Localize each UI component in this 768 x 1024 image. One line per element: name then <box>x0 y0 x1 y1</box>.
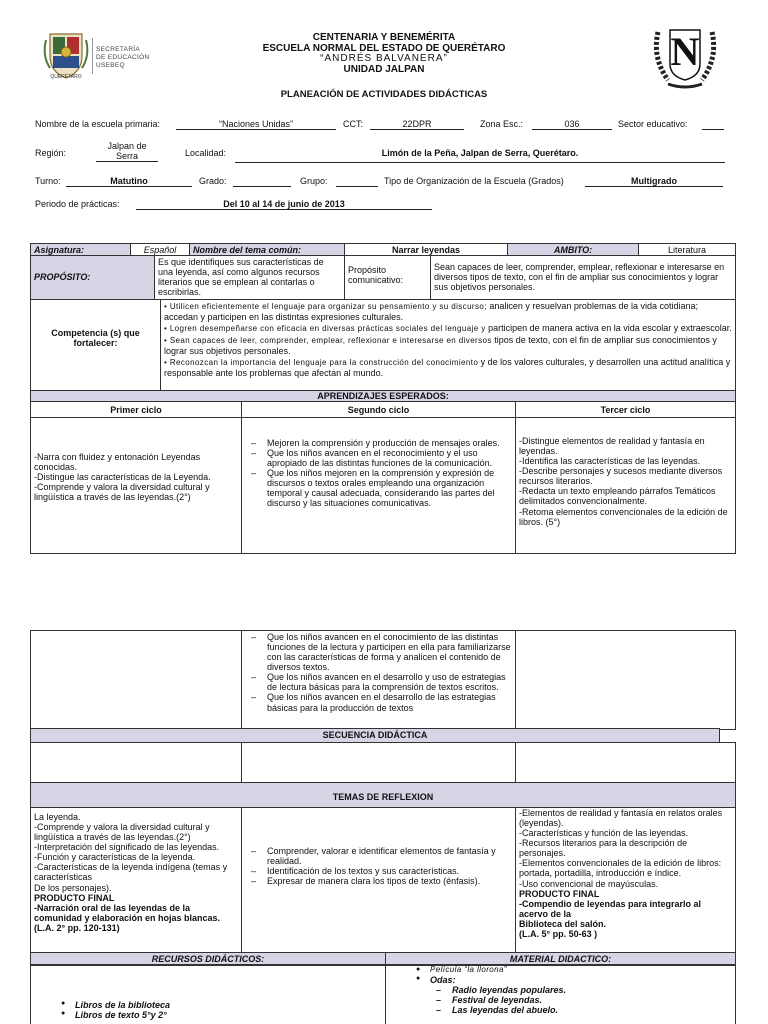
header-line-2: ESCUELA NORMAL DEL ESTADO DE QUERÉTARO <box>262 42 506 54</box>
list-item: – Las leyendas del abuelo. <box>430 1005 732 1015</box>
zona-field: 036 <box>532 119 612 130</box>
periodo-field: Del 10 al 14 de junio de 2013 <box>136 199 432 210</box>
page-title: PLANEACIÓN DE ACTIVIDADES DIDÁCTICAS <box>280 89 488 100</box>
escuela-field: “Naciones Unidas” <box>176 119 336 130</box>
cct-label: CCT: <box>343 119 363 129</box>
temas-tercer-ciclo: -Elementos de realidad y fantasía en relatos orales (leyendas). -Características y función de las leyendas. -Recursos literarios para la descripción de personajes. -Elementos convencionales de la edición de libros: portada, portadilla, introducción e índice. -Uso convencional de mayúsculas. PRODUCTO FINAL -Compendio de leyendas para integrarlo al acervo de la Biblioteca del salón. (L.A. 5° pp. 50-63 ) <box>515 807 736 966</box>
competencia-item: • Utilicen eficientemente el lenguaje para organizar su pensamiento y su discurso; analicen y resuelvan problemas de la vida cotidiana; accedan y participen en las distintas expresiones culturales. <box>164 301 699 322</box>
proposito-comunicativo-label: Propósito comunicativo: <box>344 255 431 300</box>
segundo-ciclo-list <box>241 417 516 554</box>
list-item: – Que los niños mejoren en la comprensión y expresión de discursos o textos orales empleando una organización temporal y causal adecuada, considerando las partes del discurso y las situaciones comunicativas. <box>245 468 512 508</box>
competencia-item: • Logren desempeñarse con eficacia en diversas prácticas sociales del lenguaje y participen de manera activa en la vida escolar y extraescolar. <box>164 323 732 334</box>
temas-reflexion-header: TEMAS DE REFLEXION <box>30 782 736 808</box>
tipo-field: Multigrado <box>585 176 723 187</box>
tercer-ciclo-cont <box>515 630 736 730</box>
asignatura-value: Español <box>130 243 190 256</box>
secuencia-cell-2 <box>241 742 516 783</box>
producto-final-1: PRODUCTO FINAL -Narración oral de las leyendas de la comunidad y elaboración en hojas blancas. (L.A. 2° pp. 120-131) <box>34 892 221 933</box>
material-list <box>385 964 736 1024</box>
tema-label: Nombre del tema común: <box>189 243 345 256</box>
ambito-value: Literatura <box>638 243 736 256</box>
tema-value: Narrar leyendas <box>344 243 508 256</box>
temas-primer-ciclo: La leyenda. -Comprende y valora la diversidad cultural y lingüística a través de las leyendas.(2°) -Interpretación del significado de las leyendas. -Función y características de la leyenda. -Características de la leyenda indígena (temas y características De los personajes). PRODUCTO FINAL -Narración oral de las leyendas de la comunidad y elaboración en hojas blancas. (L.A. 2° pp. 120-131) <box>30 807 242 966</box>
tercer-ciclo-text: -Distingue elementos de realidad y fantasía en leyendas. -Identifica las características de las leyendas. -Describe personajes y sucesos mediante diversos recursos literarios. -Redacta un texto empleando párrafos Temáticos delimitados convencionalmente. -Retoma elementos convencionales de la edición de libros. (5°) <box>515 417 736 554</box>
periodo-label: Periodo de prácticas: <box>35 199 120 209</box>
temas-segundo-ciclo <box>241 807 516 966</box>
aprendizajes-band: APRENDIZAJES ESPERADOS: <box>30 390 736 402</box>
proposito-text: Es que identifiques sus características de una leyenda, así como algunos recursos literarios que se emplean al contarlas o escribirlas. <box>154 255 345 300</box>
list-item: – Que los niños avancen en el reconocimiento y el uso apropiado de las distintas funciones de la comunicación. <box>245 448 512 468</box>
emblem-letter: N <box>670 29 700 74</box>
list-item: – Mejoren la comprensión y producción de mensajes orales. <box>245 438 512 448</box>
competencia-item: • Sean capaces de leer, comprender, emplear, reflexionar e interesarse en diversos tipos de texto, con el fin de ampliar sus conocimientos y lograr sus objetivos personales. <box>164 334 717 356</box>
recursos-list <box>30 964 386 1024</box>
material-header: MATERIAL DIDACTICO: <box>385 952 736 965</box>
proposito-label: PROPÓSITO: <box>30 255 155 300</box>
header-line-4: UNIDAD JALPAN <box>343 63 425 75</box>
ambito-label: AMBITO: <box>507 243 639 256</box>
list-item: – Comprender, valorar e identificar elementos de fantasía y realidad. <box>245 846 512 866</box>
list-item: ● Película “la llorona” <box>414 966 732 975</box>
grupo-field <box>336 176 378 187</box>
cct-field: 22DPR <box>370 119 464 130</box>
list-item: – Que los niños avancen en el desarrollo y uso de estrategias de lectura básicas para la comprensión de textos escritos. <box>245 672 512 692</box>
competencia-item: • Reconozcan la importancia del lenguaje para la construcción del conocimiento y de los valores culturales, y desarrollen una actitud analítica y responsable ante los problemas que afectan al mundo. <box>164 357 731 378</box>
list-item: – Festival de leyendas. <box>430 995 732 1005</box>
list-item: ● Libros de texto 5°y 2° <box>59 1010 382 1020</box>
tipo-label: Tipo de Organización de la Escuela (Grados) <box>384 176 564 186</box>
competencia-label: Competencia (s) que fortalecer: <box>30 299 161 391</box>
zona-label: Zona Esc.: <box>480 119 524 129</box>
escuela-label: Nombre de la escuela primaria: <box>35 119 161 129</box>
recursos-header: RECURSOS DIDÁCTICOS: <box>30 952 386 965</box>
region-label: Región: <box>35 148 67 158</box>
secuencia-band: SECUENCIA DIDÁCTICA <box>30 728 720 743</box>
region-field: Jalpan de Serra <box>96 141 158 162</box>
producto-final-3: PRODUCTO FINAL -Compendio de leyendas para integrarlo al acervo de la Biblioteca del salón. (L.A. 5° pp. 50-63 ) <box>519 888 702 939</box>
proposito-comunicativo-text: Sean capaces de leer, comprender, emplear, reflexionar e interesarse en diversos tipos de texto, con el fin de ampliar sus conocimientos y lograr sus objetivos personales. <box>430 255 736 300</box>
turno-label: Turno: <box>35 176 61 186</box>
ciclo3-header: Tercer ciclo <box>515 401 736 418</box>
normal-school-emblem <box>648 24 722 90</box>
list-item: ● Odas: <box>414 975 732 985</box>
primer-ciclo-text: -Narra con fluidez y entonación Leyendas conocidas. -Distingue las características de la Leyenda. -Comprende y valora la diversidad cultural y lingüística a través de las leyendas.(2°) <box>30 417 242 554</box>
ciclo2-header: Segundo ciclo <box>241 401 516 418</box>
list-item: – Identificación de los textos y sus características. <box>245 866 512 876</box>
state-caption: QUERÉTARO <box>50 74 82 80</box>
localidad-field: Limón de la Peña, Jalpan de Serra, Querétaro. <box>235 148 725 163</box>
ciclo1-header: Primer ciclo <box>30 401 242 418</box>
sector-label: Sector educativo: <box>618 119 688 129</box>
secuencia-cell-3 <box>515 742 736 783</box>
turno-field: Matutino <box>66 176 192 187</box>
primer-ciclo-cont <box>30 630 242 730</box>
header-line-1: CENTENARIA Y BENEMÉRITA <box>312 32 456 43</box>
grupo-label: Grupo: <box>300 176 328 186</box>
competencias-list <box>160 299 736 391</box>
list-item: – Expresar de manera clara los tipos de texto (énfasis). <box>245 876 512 886</box>
localidad-label: Localidad: <box>185 148 227 158</box>
grado-label: Grado: <box>199 176 227 186</box>
secuencia-cell-1 <box>30 742 242 783</box>
institution-header <box>200 33 568 75</box>
list-item: ● Libros de la biblioteca <box>59 1000 382 1010</box>
usebeq-logo <box>40 30 160 82</box>
asignatura-label: Asignatura: <box>30 243 131 256</box>
list-item: – Que los niños avancen en el conocimiento de las distintas funciones de la lectura y participen en ella para familiarizarse con las características de forma y analicen el contenido de diversos textos. <box>245 632 512 672</box>
sector-field <box>702 119 724 130</box>
grado-field <box>233 176 291 187</box>
list-item: – Que los niños avancen en el desarrollo de las estrategias básicas para la producción de textos <box>245 692 512 712</box>
header-line-3: “ANDRÉS BALVANERA” <box>320 53 448 64</box>
secretaria-text: SECRETARÍA DE EDUCACIÓN USEBEQ <box>96 46 150 69</box>
list-item: – Radio leyendas populares. <box>430 985 732 995</box>
segundo-ciclo-cont-list <box>241 630 516 730</box>
